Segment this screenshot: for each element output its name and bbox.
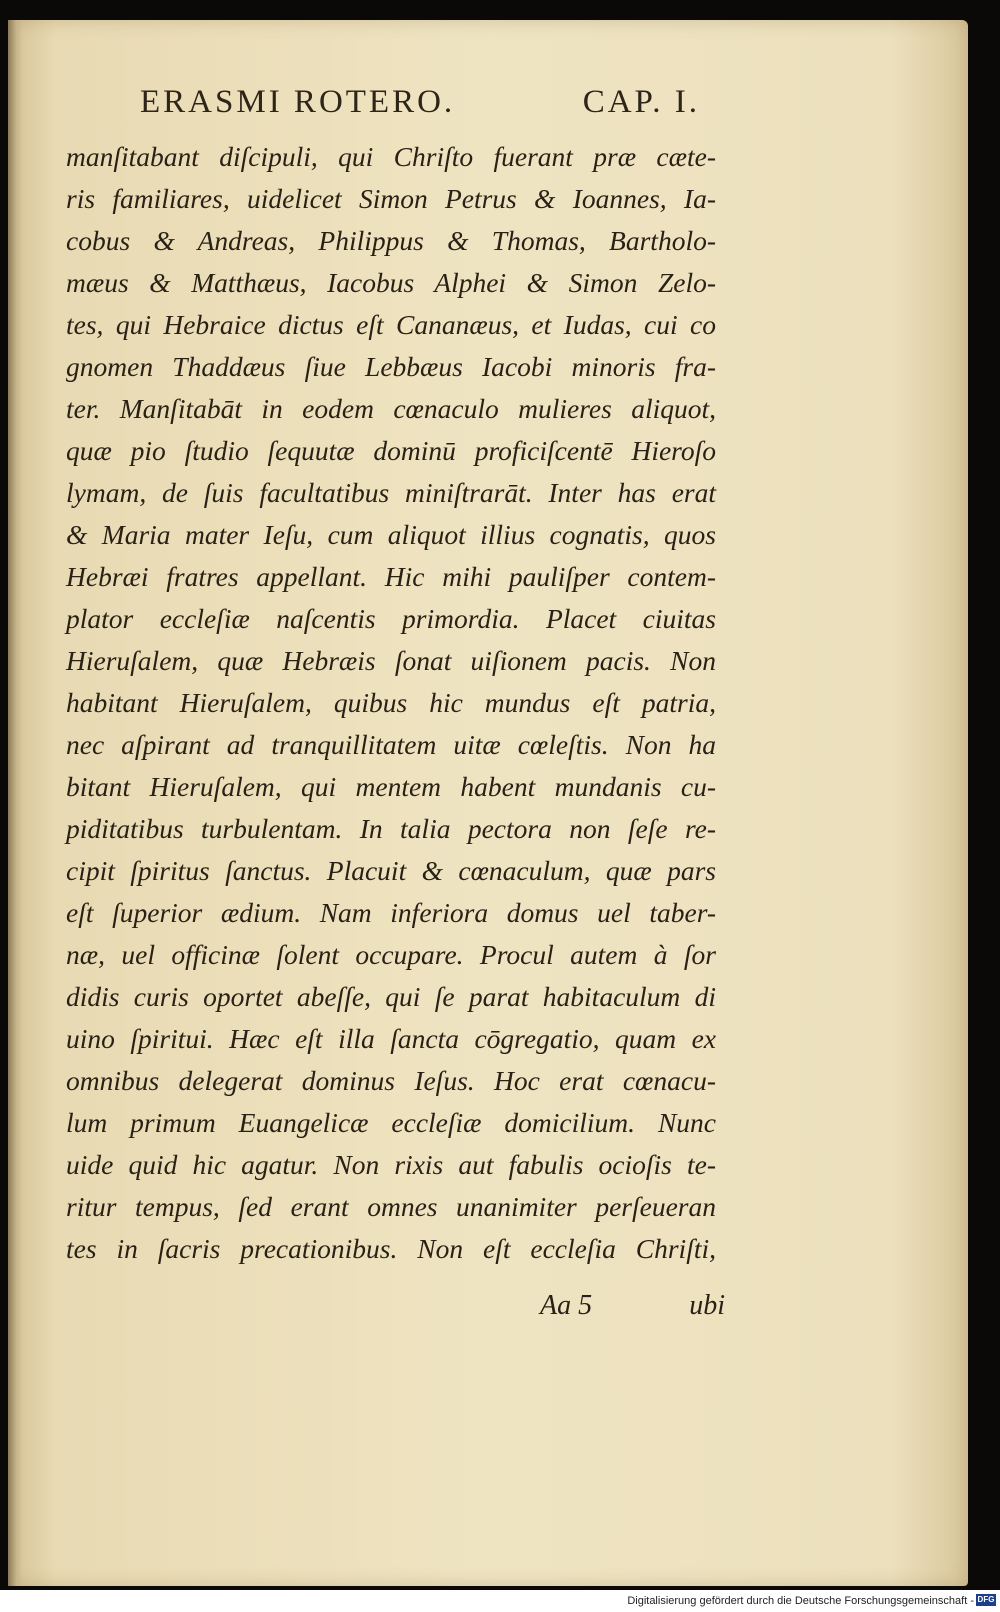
- text-line: manſitabant diſcipuli, qui Chriſto fuerant præ cæte-: [66, 141, 716, 172]
- text-line: gnomen Thaddæus ſiue Lebbæus Iacobi minoris fra-: [66, 351, 716, 382]
- text-line: nec aſpirant ad tranquillitatem uitæ cœleſtis. Non ha: [66, 729, 716, 760]
- body-text: [66, 136, 716, 1270]
- running-head: [140, 84, 700, 121]
- text-line: cobus & Andreas, Philippus & Thomas, Bartholo-: [66, 225, 716, 256]
- text-line: mæus & Matthæus, Iacobus Alphei & Simon Zelo-: [66, 267, 716, 298]
- text-line: bitant Hieruſalem, qui mentem habent mundanis cu-: [66, 771, 716, 802]
- text-line: ritur tempus, ſed erant omnes unanimiter perſeueran: [66, 1191, 716, 1222]
- running-head-author: ERASMI ROTERO.: [140, 84, 456, 120]
- running-head-chapter: CAP. I.: [582, 84, 700, 120]
- text-line: Hebræi fratres appellant. Hic mihi pauliſper contem-: [66, 561, 716, 592]
- text-line: tes, qui Hebraice dictus eſt Cananæus, et Iudas, cui co: [66, 309, 716, 340]
- text-line: lum primum Euangelicæ eccleſiæ domicilium. Nunc: [66, 1107, 716, 1138]
- text-line: uino ſpiritui. Hæc eſt illa ſancta cōgregatio, quam ex: [66, 1023, 716, 1054]
- text-line: ter. Manſitabāt in eodem cœnaculo mulieres aliquot,: [66, 393, 716, 424]
- text-line: omnibus delegerat dominus Ieſus. Hoc erat cœnacu-: [66, 1065, 716, 1096]
- text-line: quæ pio ſtudio ſequutæ dominū proficiſcentē Hieroſo: [66, 435, 716, 466]
- catchword: ubi: [689, 1290, 725, 1321]
- text-line: habitant Hieruſalem, quibus hic mundus eſt patria,: [66, 687, 716, 718]
- dfg-logo-icon: DFG: [977, 1595, 995, 1604]
- text-line: plator eccleſiæ naſcentis primordia. Placet ciuitas: [66, 603, 716, 634]
- signature-mark: Aa 5: [540, 1290, 593, 1321]
- text-line: lymam, de ſuis facultatibus miniſtrarāt. Inter has erat: [66, 477, 716, 508]
- page-spine-shadow: [8, 20, 22, 1586]
- text-line: & Maria mater Ieſu, cum aliquot illius cognatis, quos: [66, 519, 716, 550]
- signature-line: [540, 1290, 725, 1322]
- text-line: næ, uel officinæ ſolent occupare. Procul autem à ſor: [66, 939, 716, 970]
- text-line: ris familiares, uidelicet Simon Petrus & Ioannes, Ia-: [66, 183, 716, 214]
- text-line: tes in ſacris precationibus. Non eſt eccleſia Chriſti,: [66, 1233, 716, 1264]
- text-line: uide quid hic agatur. Non rixis aut fabulis ocioſis te-: [66, 1149, 716, 1180]
- text-line: eſt ſuperior ædium. Nam inferiora domus uel taber-: [66, 897, 716, 928]
- text-line: Hieruſalem, quæ Hebræis ſonat uiſionem pacis. Non: [66, 645, 716, 676]
- text-line: didis curis oportet abeſſe, qui ſe parat habitaculum di: [66, 981, 716, 1012]
- text-line: piditatibus turbulentam. In talia pectora non ſeſe re-: [66, 813, 716, 844]
- footer-credit: Digitalisierung gefördert durch die Deutsche Forschungsgemeinschaft -: [627, 1595, 974, 1607]
- text-line: cipit ſpiritus ſanctus. Placuit & cœnaculum, quæ pars: [66, 855, 716, 886]
